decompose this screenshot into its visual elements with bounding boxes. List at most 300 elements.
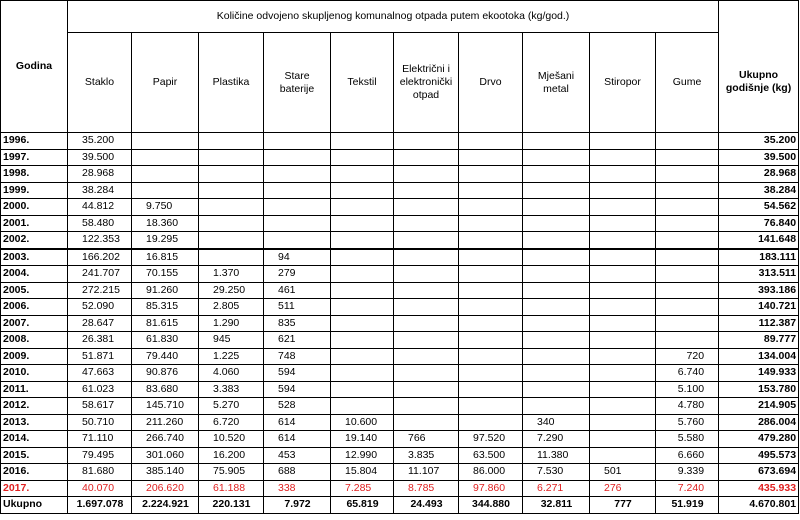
cell-stare-baterije — [264, 199, 331, 216]
cell-staklo: 39.500 — [68, 149, 132, 166]
table-row — [1, 266, 799, 283]
cell-year: 2000. — [1, 199, 68, 216]
cell-mjesani: 6.271 — [523, 480, 590, 497]
cell-gume — [656, 232, 719, 249]
cell-year: 2008. — [1, 332, 68, 349]
cell-mjesani — [523, 348, 590, 365]
cell-stiropor — [590, 149, 656, 166]
cell-mjesani: 11.380 — [523, 447, 590, 464]
cell-papir: 266.740 — [132, 431, 199, 448]
cell-elektro — [394, 414, 459, 431]
cell-elektro — [394, 315, 459, 332]
cell-elektro — [394, 232, 459, 249]
cell-ukupno: 141.648 — [719, 232, 799, 249]
sum-cell-plastika: 220.131 — [199, 497, 264, 514]
cell-staklo: 79.495 — [68, 447, 132, 464]
cell-mjesani — [523, 149, 590, 166]
cell-ukupno: 435.933 — [719, 480, 799, 497]
table-title: Količine odvojeno skupljenog komunalnog otpada putem ekootoka (kg/god.) — [68, 1, 719, 33]
cell-stare-baterije: 614 — [264, 431, 331, 448]
cell-ukupno: 54.562 — [719, 199, 799, 216]
cell-year: 2014. — [1, 431, 68, 448]
sum-cell-ukupno: 4.670.801 — [719, 497, 799, 514]
cell-staklo: 51.871 — [68, 348, 132, 365]
cell-year: 2013. — [1, 414, 68, 431]
cell-stiropor — [590, 215, 656, 232]
cell-year: 1999. — [1, 182, 68, 199]
sum-row — [1, 497, 799, 514]
cell-gume — [656, 133, 719, 150]
header-papir: Papir — [132, 33, 199, 133]
header-plastika: Plastika — [199, 33, 264, 133]
cell-year: 1996. — [1, 133, 68, 150]
header-staklo: Staklo — [68, 33, 132, 133]
cell-gume — [656, 249, 719, 266]
cell-drvo — [459, 315, 523, 332]
cell-drvo — [459, 381, 523, 398]
header-ukupno: Ukupno godišnje (kg) — [719, 33, 799, 133]
header-elektro: Električni i elektronički otpad — [394, 33, 459, 133]
header-tekstil: Tekstil — [331, 33, 394, 133]
cell-stare-baterije — [264, 166, 331, 183]
cell-stare-baterije — [264, 232, 331, 249]
cell-tekstil: 19.140 — [331, 431, 394, 448]
cell-stiropor — [590, 166, 656, 183]
cell-mjesani — [523, 266, 590, 283]
cell-stiropor: 501 — [590, 464, 656, 481]
cell-drvo — [459, 282, 523, 299]
cell-papir — [132, 166, 199, 183]
cell-year: 2005. — [1, 282, 68, 299]
cell-staklo: 44.812 — [68, 199, 132, 216]
cell-papir: 206.620 — [132, 480, 199, 497]
cell-papir: 211.260 — [132, 414, 199, 431]
cell-year: 2007. — [1, 315, 68, 332]
cell-tekstil: 12.990 — [331, 447, 394, 464]
table-row — [1, 232, 799, 249]
cell-elektro — [394, 266, 459, 283]
cell-staklo: 52.090 — [68, 299, 132, 316]
cell-year: 2010. — [1, 365, 68, 382]
cell-elektro — [394, 199, 459, 216]
cell-staklo: 28.968 — [68, 166, 132, 183]
table-row — [1, 431, 799, 448]
table-row — [1, 249, 799, 266]
table-row — [1, 365, 799, 382]
cell-ukupno: 673.694 — [719, 464, 799, 481]
cell-plastika: 75.905 — [199, 464, 264, 481]
cell-stiropor — [590, 332, 656, 349]
cell-drvo — [459, 232, 523, 249]
cell-tekstil: 15.804 — [331, 464, 394, 481]
sum-cell-drvo: 344.880 — [459, 497, 523, 514]
cell-papir: 61.830 — [132, 332, 199, 349]
cell-year: 2004. — [1, 266, 68, 283]
cell-papir: 16.815 — [132, 249, 199, 266]
cell-tekstil — [331, 166, 394, 183]
cell-drvo — [459, 266, 523, 283]
cell-mjesani — [523, 282, 590, 299]
cell-papir: 145.710 — [132, 398, 199, 415]
sum-cell-tekstil: 65.819 — [331, 497, 394, 514]
cell-drvo: 86.000 — [459, 464, 523, 481]
cell-papir: 19.295 — [132, 232, 199, 249]
cell-stare-baterije: 338 — [264, 480, 331, 497]
cell-stare-baterije: 594 — [264, 381, 331, 398]
cell-plastika: 10.520 — [199, 431, 264, 448]
cell-plastika: 16.200 — [199, 447, 264, 464]
cell-elektro — [394, 133, 459, 150]
cell-tekstil — [331, 249, 394, 266]
cell-year: 2003. — [1, 249, 68, 266]
table-row — [1, 199, 799, 216]
cell-plastika: 5.270 — [199, 398, 264, 415]
cell-year: 2006. — [1, 299, 68, 316]
cell-staklo: 26.381 — [68, 332, 132, 349]
cell-ukupno: 214.905 — [719, 398, 799, 415]
table-row — [1, 381, 799, 398]
cell-elektro: 11.107 — [394, 464, 459, 481]
cell-plastika: 1.225 — [199, 348, 264, 365]
table-row — [1, 282, 799, 299]
sum-cell-staklo: 1.697.078 — [68, 497, 132, 514]
cell-elektro — [394, 182, 459, 199]
cell-tekstil — [331, 199, 394, 216]
cell-papir — [132, 149, 199, 166]
cell-plastika — [199, 149, 264, 166]
cell-ukupno: 393.186 — [719, 282, 799, 299]
cell-stare-baterije — [264, 149, 331, 166]
cell-stare-baterije: 94 — [264, 249, 331, 266]
cell-year: 2009. — [1, 348, 68, 365]
cell-mjesani: 340 — [523, 414, 590, 431]
cell-plastika: 61.188 — [199, 480, 264, 497]
cell-tekstil — [331, 348, 394, 365]
cell-drvo — [459, 215, 523, 232]
cell-gume: 6.660 — [656, 447, 719, 464]
cell-plastika — [199, 182, 264, 199]
cell-plastika: 3.383 — [199, 381, 264, 398]
cell-stiropor: 276 — [590, 480, 656, 497]
cell-plastika — [199, 232, 264, 249]
cell-stiropor — [590, 282, 656, 299]
cell-staklo: 272.215 — [68, 282, 132, 299]
cell-staklo: 28.647 — [68, 315, 132, 332]
cell-stare-baterije: 614 — [264, 414, 331, 431]
cell-drvo — [459, 133, 523, 150]
cell-year: 1998. — [1, 166, 68, 183]
cell-staklo: 58.480 — [68, 215, 132, 232]
cell-gume — [656, 149, 719, 166]
cell-ukupno: 313.511 — [719, 266, 799, 283]
cell-plastika — [199, 166, 264, 183]
cell-elektro — [394, 249, 459, 266]
cell-stiropor — [590, 182, 656, 199]
cell-staklo: 61.023 — [68, 381, 132, 398]
cell-stiropor — [590, 266, 656, 283]
cell-stare-baterije: 461 — [264, 282, 331, 299]
cell-mjesani — [523, 215, 590, 232]
cell-drvo — [459, 249, 523, 266]
cell-ukupno: 35.200 — [719, 133, 799, 150]
sum-cell-elektro: 24.493 — [394, 497, 459, 514]
cell-elektro — [394, 149, 459, 166]
cell-tekstil — [331, 133, 394, 150]
cell-drvo — [459, 166, 523, 183]
cell-drvo — [459, 414, 523, 431]
cell-papir: 301.060 — [132, 447, 199, 464]
cell-papir: 79.440 — [132, 348, 199, 365]
table-row — [1, 398, 799, 415]
cell-tekstil — [331, 365, 394, 382]
cell-mjesani — [523, 315, 590, 332]
cell-ukupno: 112.387 — [719, 315, 799, 332]
cell-staklo: 166.202 — [68, 249, 132, 266]
cell-gume — [656, 315, 719, 332]
cell-ukupno: 89.777 — [719, 332, 799, 349]
cell-papir: 90.876 — [132, 365, 199, 382]
cell-ukupno: 286.004 — [719, 414, 799, 431]
cell-tekstil — [331, 381, 394, 398]
cell-elektro — [394, 398, 459, 415]
cell-stiropor — [590, 249, 656, 266]
cell-gume — [656, 332, 719, 349]
cell-stare-baterije: 748 — [264, 348, 331, 365]
cell-year: 2016. — [1, 464, 68, 481]
sum-cell-year: Ukupno — [1, 497, 68, 514]
cell-plastika: 1.290 — [199, 315, 264, 332]
cell-tekstil — [331, 215, 394, 232]
cell-tekstil: 7.285 — [331, 480, 394, 497]
cell-papir: 18.360 — [132, 215, 199, 232]
cell-stiropor — [590, 365, 656, 382]
cell-tekstil — [331, 398, 394, 415]
cell-papir: 9.750 — [132, 199, 199, 216]
cell-elektro — [394, 166, 459, 183]
cell-stiropor — [590, 348, 656, 365]
cell-drvo — [459, 149, 523, 166]
cell-gume: 5.100 — [656, 381, 719, 398]
header-stiropor: Stiropor — [590, 33, 656, 133]
cell-stiropor — [590, 232, 656, 249]
cell-ukupno: 183.111 — [719, 249, 799, 266]
header-drvo: Drvo — [459, 33, 523, 133]
cell-elektro — [394, 215, 459, 232]
sum-cell-gume: 51.919 — [656, 497, 719, 514]
cell-tekstil — [331, 266, 394, 283]
cell-tekstil — [331, 315, 394, 332]
cell-mjesani: 7.530 — [523, 464, 590, 481]
cell-gume: 5.760 — [656, 414, 719, 431]
cell-plastika: 945 — [199, 332, 264, 349]
cell-plastika: 29.250 — [199, 282, 264, 299]
cell-papir: 83.680 — [132, 381, 199, 398]
cell-year: 2012. — [1, 398, 68, 415]
cell-ukupno: 153.780 — [719, 381, 799, 398]
cell-gume — [656, 182, 719, 199]
cell-staklo: 50.710 — [68, 414, 132, 431]
cell-ukupno: 134.004 — [719, 348, 799, 365]
cell-elektro — [394, 365, 459, 382]
cell-mjesani — [523, 381, 590, 398]
cell-plastika: 4.060 — [199, 365, 264, 382]
table-body — [1, 133, 799, 514]
table-row — [1, 348, 799, 365]
cell-gume: 5.580 — [656, 431, 719, 448]
cell-tekstil: 10.600 — [331, 414, 394, 431]
cell-year: 2002. — [1, 232, 68, 249]
cell-plastika: 1.370 — [199, 266, 264, 283]
cell-gume — [656, 166, 719, 183]
cell-elektro — [394, 299, 459, 316]
cell-elektro — [394, 282, 459, 299]
cell-mjesani — [523, 133, 590, 150]
cell-stare-baterije: 835 — [264, 315, 331, 332]
cell-papir: 85.315 — [132, 299, 199, 316]
cell-elektro — [394, 348, 459, 365]
cell-year: 2017. — [1, 480, 68, 497]
cell-gume — [656, 282, 719, 299]
cell-stiropor — [590, 299, 656, 316]
cell-gume: 4.780 — [656, 398, 719, 415]
table-row — [1, 332, 799, 349]
cell-staklo: 58.617 — [68, 398, 132, 415]
cell-staklo: 35.200 — [68, 133, 132, 150]
cell-gume: 9.339 — [656, 464, 719, 481]
cell-ukupno: 76.840 — [719, 215, 799, 232]
cell-year: 2015. — [1, 447, 68, 464]
cell-mjesani — [523, 232, 590, 249]
cell-ukupno: 149.933 — [719, 365, 799, 382]
table-row — [1, 447, 799, 464]
cell-elektro: 3.835 — [394, 447, 459, 464]
cell-mjesani — [523, 199, 590, 216]
cell-gume: 7.240 — [656, 480, 719, 497]
cell-stiropor — [590, 315, 656, 332]
cell-plastika — [199, 215, 264, 232]
table-row — [1, 133, 799, 150]
cell-staklo: 71.110 — [68, 431, 132, 448]
cell-gume — [656, 215, 719, 232]
table-row — [1, 149, 799, 166]
cell-gume — [656, 299, 719, 316]
cell-papir: 385.140 — [132, 464, 199, 481]
cell-year: 2011. — [1, 381, 68, 398]
cell-stare-baterije — [264, 215, 331, 232]
cell-year: 2001. — [1, 215, 68, 232]
cell-mjesani — [523, 365, 590, 382]
cell-tekstil — [331, 299, 394, 316]
cell-mjesani — [523, 299, 590, 316]
cell-ukupno: 140.721 — [719, 299, 799, 316]
cell-gume — [656, 199, 719, 216]
cell-drvo — [459, 332, 523, 349]
cell-papir — [132, 133, 199, 150]
cell-drvo: 97.860 — [459, 480, 523, 497]
sum-cell-stare-baterije: 7.972 — [264, 497, 331, 514]
cell-elektro: 8.785 — [394, 480, 459, 497]
cell-stiropor — [590, 431, 656, 448]
cell-plastika: 6.720 — [199, 414, 264, 431]
cell-stare-baterije: 453 — [264, 447, 331, 464]
cell-staklo: 38.284 — [68, 182, 132, 199]
cell-drvo: 97.520 — [459, 431, 523, 448]
cell-ukupno: 39.500 — [719, 149, 799, 166]
cell-tekstil — [331, 182, 394, 199]
cell-stiropor — [590, 381, 656, 398]
cell-elektro — [394, 381, 459, 398]
table-row — [1, 315, 799, 332]
header-mjesani: Mješani metal — [523, 33, 590, 133]
cell-drvo — [459, 199, 523, 216]
cell-papir: 91.260 — [132, 282, 199, 299]
table-row — [1, 480, 799, 497]
cell-ukupno: 479.280 — [719, 431, 799, 448]
cell-stiropor — [590, 398, 656, 415]
cell-stiropor — [590, 414, 656, 431]
cell-gume: 720 — [656, 348, 719, 365]
cell-drvo — [459, 182, 523, 199]
cell-stiropor — [590, 199, 656, 216]
cell-gume: 6.740 — [656, 365, 719, 382]
cell-mjesani — [523, 249, 590, 266]
cell-drvo — [459, 398, 523, 415]
header-godina: Godina — [1, 1, 68, 133]
header-gume: Gume — [656, 33, 719, 133]
sum-cell-mjesani: 32.811 — [523, 497, 590, 514]
cell-stare-baterije: 621 — [264, 332, 331, 349]
table-row — [1, 464, 799, 481]
cell-tekstil — [331, 149, 394, 166]
cell-papir: 81.615 — [132, 315, 199, 332]
cell-plastika: 2.805 — [199, 299, 264, 316]
cell-year: 1997. — [1, 149, 68, 166]
cell-papir — [132, 182, 199, 199]
cell-drvo: 63.500 — [459, 447, 523, 464]
cell-tekstil — [331, 332, 394, 349]
header-stare-baterije: Stare baterije — [264, 33, 331, 133]
sum-cell-stiropor: 777 — [590, 497, 656, 514]
cell-staklo: 40.070 — [68, 480, 132, 497]
cell-stare-baterije — [264, 182, 331, 199]
table-row — [1, 414, 799, 431]
cell-plastika — [199, 249, 264, 266]
cell-elektro — [394, 332, 459, 349]
cell-stare-baterije: 594 — [264, 365, 331, 382]
cell-mjesani — [523, 182, 590, 199]
cell-ukupno: 28.968 — [719, 166, 799, 183]
cell-mjesani — [523, 398, 590, 415]
cell-plastika — [199, 199, 264, 216]
cell-mjesani — [523, 166, 590, 183]
cell-elektro: 766 — [394, 431, 459, 448]
cell-stare-baterije: 279 — [264, 266, 331, 283]
cell-staklo: 47.663 — [68, 365, 132, 382]
cell-stare-baterije — [264, 133, 331, 150]
table-row — [1, 215, 799, 232]
cell-stare-baterije: 528 — [264, 398, 331, 415]
cell-stiropor — [590, 447, 656, 464]
table-row — [1, 166, 799, 183]
cell-mjesani: 7.290 — [523, 431, 590, 448]
table-row — [1, 299, 799, 316]
sum-cell-papir: 2.224.921 — [132, 497, 199, 514]
cell-drvo — [459, 348, 523, 365]
cell-ukupno: 38.284 — [719, 182, 799, 199]
cell-stare-baterije: 511 — [264, 299, 331, 316]
cell-mjesani — [523, 332, 590, 349]
cell-papir: 70.155 — [132, 266, 199, 283]
